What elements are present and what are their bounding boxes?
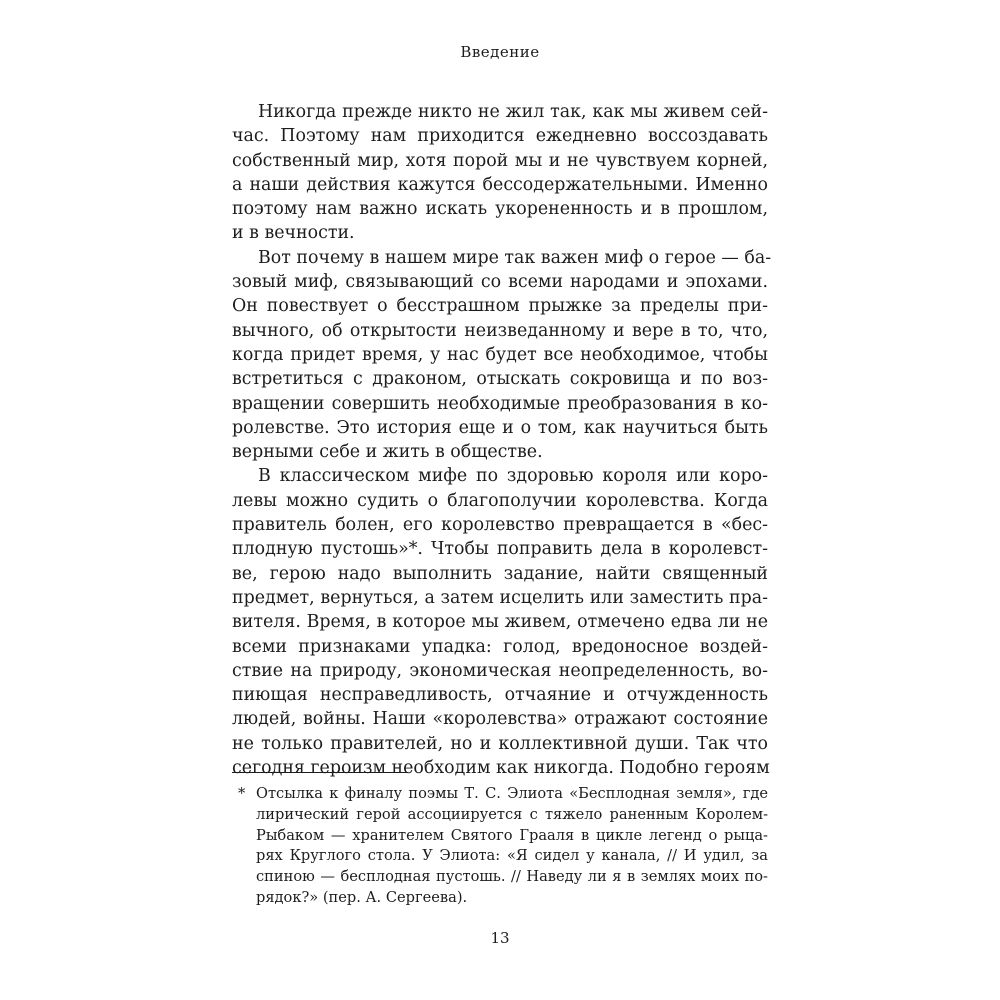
- text-line: зовый миф, связывающий со всеми народами и эпохами.: [232, 272, 768, 293]
- text-line: левы можно судить о благополучии королевства. Когда: [232, 490, 768, 511]
- footnote-line: лирический герой ассоциируется с тяжело раненным Королем-: [256, 805, 768, 823]
- text-line: всеми признаками упадка: голод, вредоносное воздей-: [232, 636, 768, 657]
- text-line: верными себе и жить в обществе.: [232, 442, 543, 463]
- text-line: час. Поэтому нам приходится ежедневно воссоздавать: [232, 126, 768, 147]
- text-line: ролевстве. Это история еще и о том, как научиться быть: [232, 417, 768, 438]
- footnote-line: рях Круглого стола. У Элиота: «Я сидел у канала, // И удил, за: [256, 847, 768, 865]
- text-line: пиющая несправедливость, отчаяние и отчужденность: [232, 685, 768, 706]
- text-line: вычного, об открытости неизведанному и вере в то, что,: [232, 320, 768, 341]
- text-line: людей, войны. Наши «королевства» отражают состояние: [232, 709, 768, 730]
- footnote: [232, 784, 768, 909]
- footnote-line: Рыбаком — хранителем Святого Грааля в цикле легенд о рыца-: [256, 826, 768, 844]
- text-line: не только правителей, но и коллективной души. Так что: [232, 733, 768, 754]
- text-line: когда придет время, у нас будет все необходимое, чтобы: [232, 344, 768, 365]
- text-line: Он повествует о бесстрашном прыжке за пределы при-: [232, 296, 768, 317]
- text-line: Вот почему в нашем мире так важен миф о герое — ба-: [258, 247, 772, 268]
- text-line: встретиться с драконом, отыскать сокровища и по воз-: [232, 369, 768, 390]
- text-line: вителя. Время, в которое мы живем, отмечено едва ли не: [232, 612, 768, 633]
- text-line: и в вечности.: [232, 223, 355, 244]
- text-line: сегодня героизм необходим как никогда. Подобно героям: [232, 758, 770, 779]
- text-line: плодную пустошь»*. Чтобы поправить дела в королевст-: [232, 539, 768, 560]
- text-line: правитель болен, его королевство превращается в «бес-: [232, 515, 768, 536]
- text-line: собственный мир, хотя порой мы и не чувствуем корней,: [232, 150, 768, 171]
- footnote-line: рядок?» (пер. А. Сергеева).: [256, 888, 468, 906]
- page-number: 13: [490, 929, 510, 947]
- text-line: В классическом мифе по здоровью короля или коро-: [258, 466, 768, 487]
- running-header: Введение: [460, 43, 540, 61]
- text-line: а наши действия кажутся бессодержательными. Именно: [232, 174, 768, 195]
- text-line: вращении совершить необходимые преобразования в ко-: [232, 393, 768, 414]
- text-line: Никогда прежде никто не жил так, как мы живем сей-: [258, 102, 768, 122]
- text-line: поэтому нам важно искать укорененность и в прошлом,: [232, 199, 768, 220]
- footnote-divider: [232, 772, 408, 773]
- footnote-marker: *: [238, 785, 246, 802]
- text-line: предмет, вернуться, а затем исцелить или заместить пра-: [232, 587, 768, 608]
- body-text: [232, 100, 772, 780]
- text-line: ве, герою надо выполнить задание, найти священный: [232, 563, 768, 584]
- text-line: ствие на природу, экономическая неопределенность, во-: [232, 660, 768, 681]
- footnote-line: Отсылка к финалу поэмы Т. С. Элиота «Бесплодная земля», где: [256, 785, 768, 802]
- footnote-line: спиною — бесплодная пустошь. // Наведу ли я в землях моих по-: [256, 868, 768, 886]
